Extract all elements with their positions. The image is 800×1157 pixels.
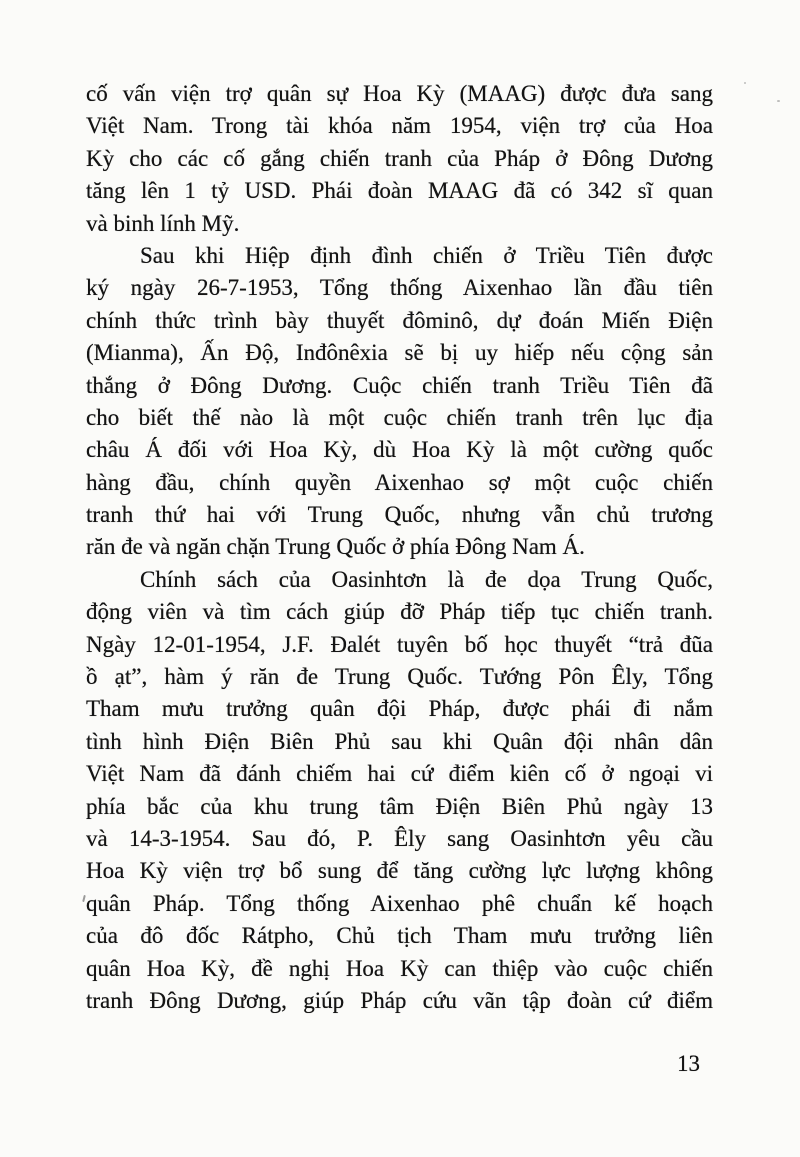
text-line: thắng ở Đông Dương. Cuộc chiến tranh Triều Tiên đã [86,372,713,398]
text-line: Tham mưu trưởng quân đội Pháp, được phái đi nắm [86,696,713,722]
text-line: răn đe và ngăn chặn Trung Quốc ở phía Đông Nam Á. [86,534,585,560]
text-line: và binh lính Mỹ. [86,210,240,236]
text-line: Ngày 12-01-1954, J.F. Đalét tuyên bố học thuyết “trả đũa [86,631,713,657]
text-line: tình hình Điện Biên Phủ sau khi Quân đội nhân dân [86,728,713,754]
scan-speck [777,100,780,102]
text-line: Việt Nam đã đánh chiếm hai cứ điểm kiên cố ở ngoại vi [86,761,713,787]
text-line: ồ ạt”, hàm ý răn đe Trung Quốc. Tướng Pôn Êly, Tổng [86,664,713,690]
text-line: hàng đầu, chính quyền Aixenhao sợ một cuộc chiến [86,469,713,495]
text-line: Sau khi Hiệp định đình chiến ở Triều Tiên được [140,242,713,268]
text-line: và 14-3-1954. Sau đó, P. Êly sang Oasinhtơn yêu cầu [86,825,713,851]
text-line: tăng lên 1 tỷ USD. Phái đoàn MAAG đã có 342 sĩ quan [86,178,713,204]
text-line: Kỳ cho các cố gắng chiến tranh của Pháp ở Đông Dương [86,145,713,171]
scan-speck [744,82,746,84]
text-line: cho biết thế nào là một cuộc chiến tranh trên lục địa [86,404,713,430]
body-text-block [86,78,713,1017]
text-line: tranh Đông Dương, giúp Pháp cứu vãn tập đoàn cứ điểm [86,987,713,1013]
text-line: (Mianma), Ấn Độ, Inđônêxia sẽ bị uy hiếp nếu cộng sản [86,340,713,366]
page-number: 13 [677,1051,700,1076]
text-line: của đô đốc Rátpho, Chủ tịch Tham mưu trưởng liên [86,923,713,949]
text-line: ký ngày 26-7-1953, Tổng thống Aixenhao lần đầu tiên [86,275,713,301]
text-line: tranh thứ hai với Trung Quốc, nhưng vẫn chủ trương [86,502,713,528]
text-line: Hoa Kỳ viện trợ bổ sung để tăng cường lực lượng không [86,858,713,884]
paragraph [86,564,713,1017]
text-line: Việt Nam. Trong tài khóa năm 1954, viện trợ của Hoa [86,113,713,139]
paragraph [86,240,713,564]
text-line: cố vấn viện trợ quân sự Hoa Kỳ (MAAG) được đưa sang [86,81,713,106]
text-line: động viên và tìm cách giúp đỡ Pháp tiếp tục chiến tranh. [86,599,713,625]
text-line: quân Hoa Kỳ, đề nghị Hoa Kỳ can thiệp vào cuộc chiến [86,955,713,981]
text-line: phía bắc của khu trung tâm Điện Biên Phủ ngày 13 [86,793,713,819]
text-line: chính thức trình bày thuyết đôminô, dự đoán Miến Điện [86,307,713,333]
text-line: quân Pháp. Tổng thống Aixenhao phê chuẩn kế hoạch [86,890,713,916]
text-line: châu Á đối với Hoa Kỳ, dù Hoa Kỳ là một cường quốc [86,437,713,463]
text-line: Chính sách của Oasinhtơn là đe dọa Trung Quốc, [140,566,713,592]
paragraph [86,78,713,240]
